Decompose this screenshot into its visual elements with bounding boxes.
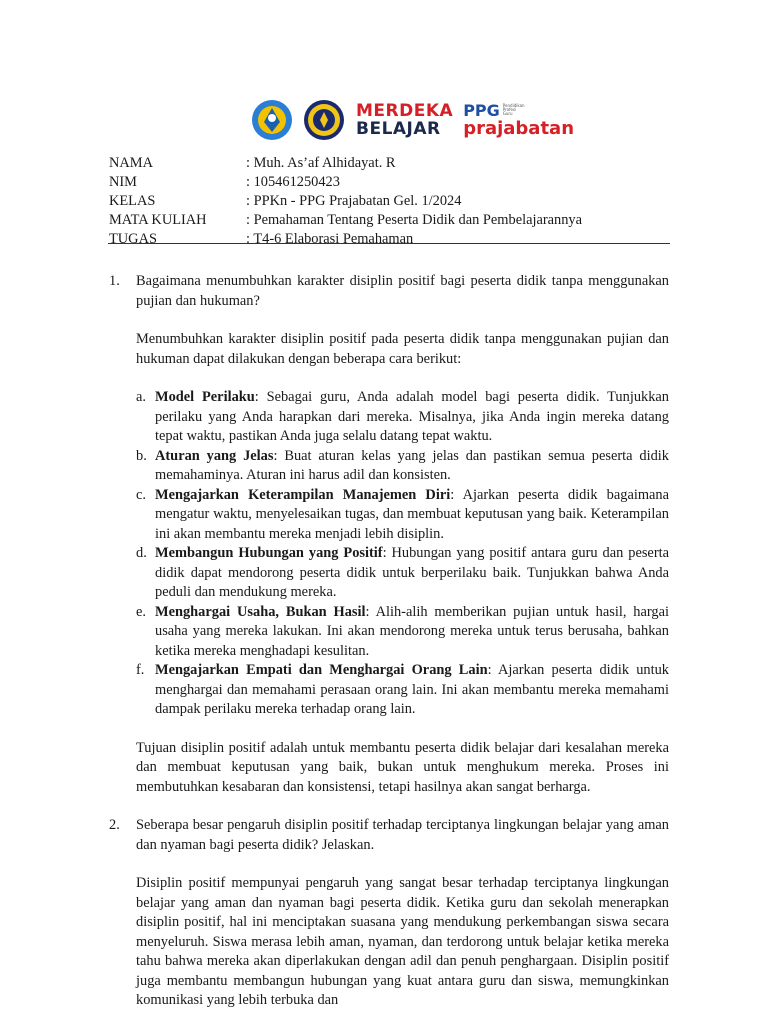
identity-label: KELAS (109, 193, 156, 209)
question-number: 1. (109, 273, 120, 289)
list-letter: b. (136, 447, 147, 464)
identity-table (109, 154, 582, 249)
merdeka-belajar-logo (356, 102, 453, 138)
item-title: Menghargai Usaha, Bukan Hasil (155, 603, 366, 620)
document-body (109, 272, 669, 1011)
ppg-text: PPG (463, 100, 500, 120)
list-item (136, 447, 669, 486)
list-item (136, 603, 669, 662)
item-title: Model Perilaku (155, 389, 255, 405)
item-text: : Alih-alih memberikan pujian untuk hasil, hargai usaha yang mereka lakukan. Ini akan mendorong mereka untuk terus berusaha, bahkan ketika mereka menghadapi kesulitan. (155, 603, 669, 659)
identity-row-kelas (109, 192, 582, 211)
list-item (136, 486, 669, 545)
question-text: Bagaimana menumbuhkan karakter disiplin positif bagi peserta didik tanpa menggunakan pujian dan hukuman? (136, 273, 669, 309)
identity-row-nama (109, 154, 582, 173)
list-letter: d. (136, 545, 147, 561)
list-letter: c. (136, 486, 146, 503)
item-text: : Sebagai guru, Anda adalah model bagi peserta didik. Tunjukkan perilaku yang Anda harapkan dari mereka. Misalnya, jika Anda ingin mereka datang tepat waktu, pastikan Anda juga selalu datang tepat waktu. (155, 389, 669, 444)
list-item (136, 544, 669, 603)
item-title: Membangun Hubungan yang Positif (155, 545, 383, 561)
header-logos (250, 96, 574, 144)
identity-value: : Pemahaman Tentang Peserta Didik dan Pembelajarannya (246, 212, 583, 228)
answer-closing: Tujuan disiplin positif adalah untuk membantu peserta didik belajar dari kesalahan mereka dan membuat keputusan yang baik, bukan untuk menghukum mereka. Proses ini membutuhkan kesabaran dan konsistensi, tetapi hasilnya akan sangat berharga. (136, 739, 669, 795)
item-text: : Hubungan yang positif antara guru dan peserta didik dapat mendorong peserta didik untuk berperilaku baik. Tunjukkan bahwa Anda peduli dan mendukung mereka. (155, 545, 669, 600)
list-item (136, 661, 669, 720)
question-1 (109, 272, 669, 311)
list-letter: a. (136, 389, 146, 405)
identity-label: NIM (109, 174, 137, 190)
identity-value: : Muh. As’af Alhidayat. R (246, 155, 396, 171)
answer-intro: Menumbuhkan karakter disiplin positif pada peserta didik tanpa menggunakan pujian dan hukuman dapat dilakukan dengan beberapa cara berikut: (136, 331, 669, 367)
identity-row-nim (109, 173, 582, 192)
item-text: : Ajarkan peserta didik untuk menghargai dan memahami perasaan orang lain. Ini akan membantu mereka memahami dampak perilaku mereka terhadap orang lain. (155, 662, 669, 717)
item-text: : Buat aturan kelas yang jelas dan pastikan semua peserta didik memahaminya. Aturan ini harus adil dan konsisten. (155, 447, 670, 483)
identity-label: TUGAS (109, 231, 157, 247)
item-title: Aturan yang Jelas (155, 447, 274, 464)
belajar-text: BELAJAR (356, 119, 441, 139)
item-title: Mengajarkan Empati dan Menghargai Orang Lain (155, 662, 488, 678)
item-title: Mengajarkan Keterampilan Manajemen Diri (155, 486, 451, 503)
list-item (136, 388, 669, 447)
ppg-prajabatan-logo (463, 102, 574, 139)
merdeka-text: MERDEKA (356, 101, 454, 121)
question-text: Seberapa besar pengaruh disiplin positif terhadap terciptanya lingkungan belajar yang aman dan nyaman bagi peserta didik? Jelaskan. (136, 817, 669, 853)
identity-row-mata-kuliah (109, 211, 582, 230)
identity-value: : 105461250423 (246, 174, 340, 190)
list-letter: f. (136, 662, 145, 678)
identity-label: NAMA (109, 155, 153, 171)
question-number: 2. (109, 817, 120, 833)
prajabatan-text: prajabatan (463, 117, 575, 139)
question-2 (109, 816, 669, 855)
answer-2: Disiplin positif mempunyai pengaruh yang sangat besar terhadap terciptanya lingkungan belajar yang aman dan nyaman bagi peserta didik. Ketika guru dan sekolah menerapkan disiplin positif, hal ini menciptakan suasana yang mendukung perkembangan siswa secara menyeluruh. Siswa merasa lebih aman, nyaman, dan terdorong untuk belajar ketika mereka tahu bahwa mereka akan diperlakukan dengan adil dan penuh penghargaan. Disiplin positif juga membantu membangun hubungan yang kuat antara guru dan siswa, memungkinkan komunikasi yang lebih terbuka dan (136, 875, 669, 1008)
list-letter: e. (136, 603, 146, 620)
identity-row-tugas (109, 230, 582, 249)
identity-label: MATA KULIAH (109, 212, 207, 228)
identity-value: : T4-6 Elaborasi Pemahaman (246, 231, 414, 247)
tut-wuri-handayani-logo (250, 98, 294, 142)
university-logo (302, 98, 346, 142)
identity-value: : PPKn - PPG Prajabatan Gel. 1/2024 (246, 193, 462, 209)
ppg-subtitle: Pendidikan Profesi Guru (502, 103, 525, 116)
item-text: : Ajarkan peserta didik bagaimana mengatur waktu, menyelesaikan tugas, dan membuat keputusan yang baik. Keterampilan ini akan membantu mereka menjadi lebih disiplin. (155, 486, 669, 542)
strategy-list (136, 388, 669, 720)
header-divider (108, 243, 670, 244)
